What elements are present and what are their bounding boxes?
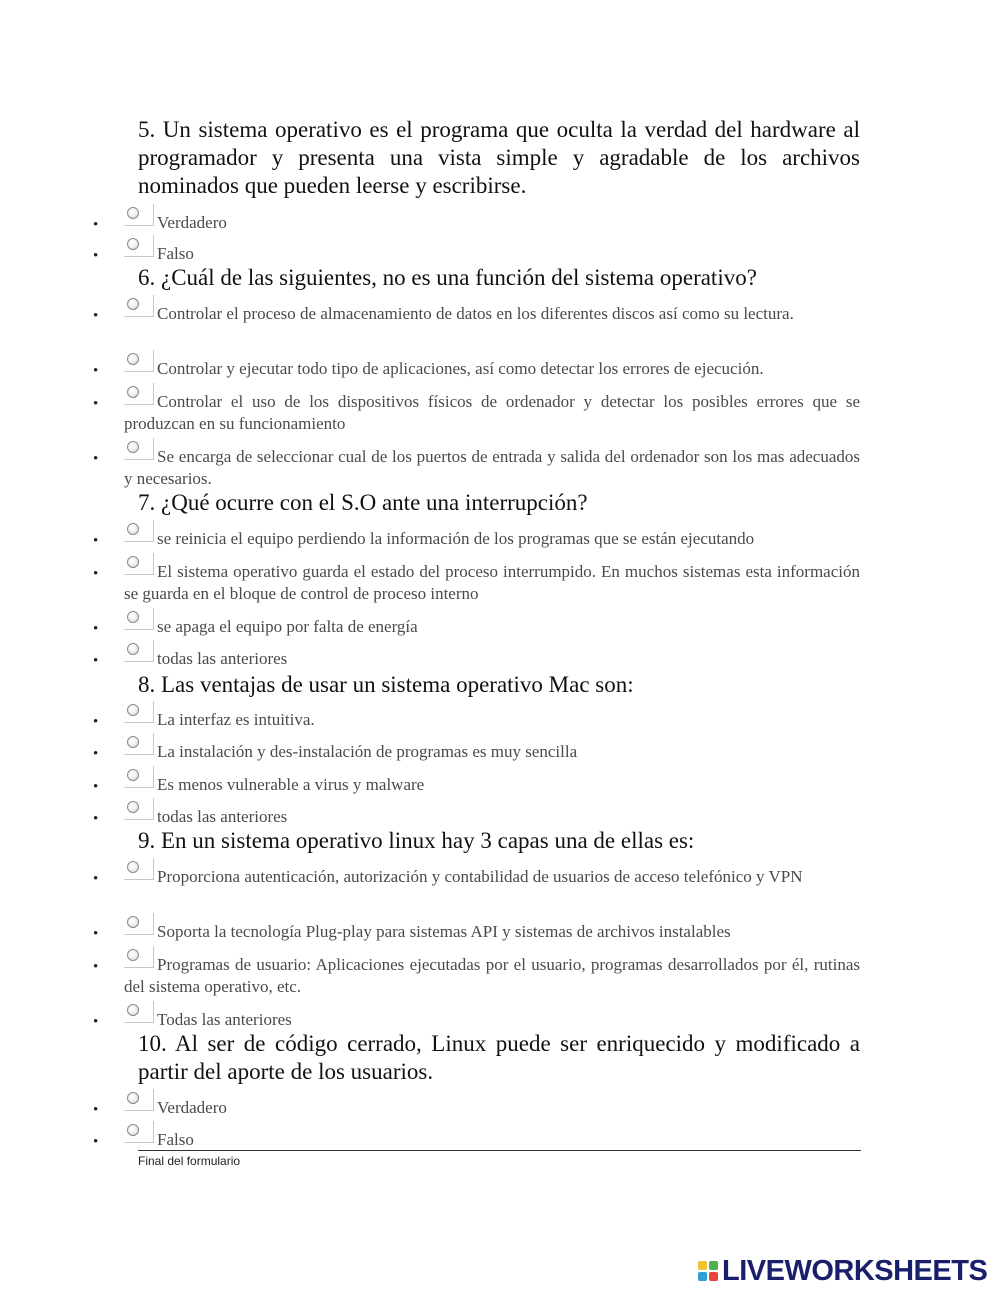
radio-button-icon[interactable] (127, 238, 139, 250)
option-q6-d[interactable] (93, 446, 860, 490)
question-6: 6. ¿Cuál de las siguientes, no es una función del sistema operativo? (138, 265, 757, 290)
bullet-icon: • (93, 363, 99, 379)
option-label: Verdadero (157, 1098, 227, 1117)
radio-frame (124, 858, 154, 880)
liveworksheets-brand (698, 1256, 987, 1286)
bullet-icon: • (93, 217, 99, 233)
bullet-icon: • (93, 396, 99, 412)
radio-button-icon[interactable] (127, 736, 139, 748)
radio-button-icon[interactable] (127, 523, 139, 535)
radio-button-icon[interactable] (127, 207, 139, 219)
option-label: Falso (157, 1130, 194, 1149)
bullet-icon: • (93, 959, 99, 975)
option-q8-c[interactable] (93, 774, 860, 796)
option-q5-b[interactable] (93, 243, 860, 265)
option-q9-a[interactable] (93, 866, 860, 888)
radio-frame (124, 946, 154, 968)
option-q8-d[interactable] (93, 806, 860, 828)
option-label: El sistema operativo guarda el estado del proceso interrumpido. En muchos sistemas esta información se guarda en el bloque de control de proceso interno (124, 562, 860, 603)
option-q7-c[interactable] (93, 616, 860, 638)
option-label: Soporta la tecnología Plug-play para sistemas API y sistemas de archivos instalables (157, 922, 731, 941)
bullet-icon: • (93, 621, 99, 637)
radio-button-icon[interactable] (127, 441, 139, 453)
option-q7-a[interactable] (93, 528, 860, 550)
radio-frame (124, 204, 154, 226)
question-9: 9. En un sistema operativo linux hay 3 capas una de ellas es: (138, 828, 695, 853)
option-label: Programas de usuario: Aplicaciones ejecutadas por el usuario, programas desarrollados por él, rutinas del sistema operativo, etc. (124, 955, 860, 996)
option-q7-d[interactable] (93, 648, 860, 670)
radio-frame (124, 1001, 154, 1023)
radio-button-icon[interactable] (127, 704, 139, 716)
option-q5-a[interactable] (93, 212, 860, 234)
logo-square-green (709, 1261, 718, 1270)
option-label: se reinicia el equipo perdiendo la información de los programas que se están ejecutando (157, 529, 755, 548)
question-5: 5. Un sistema operativo es el programa que oculta la verdad del hardware al programador y presenta una vista simple y agradable de los archivos nominados que pueden leerse y escribirse. (138, 117, 860, 198)
option-q10-b[interactable] (93, 1129, 860, 1151)
radio-frame (124, 235, 154, 257)
bullet-icon: • (93, 871, 99, 887)
brand-name: LIVEWORKSHEETS (722, 1255, 988, 1287)
option-q8-a[interactable] (93, 709, 860, 731)
radio-button-icon[interactable] (127, 298, 139, 310)
radio-button-icon[interactable] (127, 1004, 139, 1016)
radio-frame (124, 553, 154, 575)
radio-button-icon[interactable] (127, 386, 139, 398)
option-label: La interfaz es intuitiva. (157, 710, 315, 729)
bullet-icon: • (93, 746, 99, 762)
option-label: La instalación y des-instalación de programas es muy sencilla (157, 742, 578, 761)
bullet-icon: • (93, 308, 99, 324)
option-q6-a[interactable] (93, 303, 860, 325)
bullet-icon: • (93, 533, 99, 549)
option-label: Se encarga de seleccionar cual de los puertos de entrada y salida del ordenador son los mas adecuados y necesarios. (124, 447, 860, 488)
question-10: 10. Al ser de código cerrado, Linux puede ser enriquecido y modificado a partir del aporte de los usuarios. (138, 1031, 860, 1084)
form-end-label: Final del formulario (138, 1154, 241, 1168)
radio-button-icon[interactable] (127, 916, 139, 928)
logo-square-red (709, 1272, 718, 1281)
radio-button-icon[interactable] (127, 1092, 139, 1104)
bullet-icon: • (93, 926, 99, 942)
option-label: Falso (157, 244, 194, 263)
radio-frame (124, 608, 154, 630)
bullet-icon: • (93, 653, 99, 669)
bullet-icon: • (93, 1014, 99, 1030)
option-label: se apaga el equipo por falta de energía (157, 617, 418, 636)
radio-button-icon[interactable] (127, 611, 139, 623)
question-7: 7. ¿Qué ocurre con el S.O ante una interrupción? (138, 490, 588, 515)
bullet-icon: • (93, 811, 99, 827)
logo-square-yellow (698, 1261, 707, 1270)
option-label: Controlar y ejecutar todo tipo de aplicaciones, así como detectar los errores de ejecución. (157, 359, 764, 378)
radio-button-icon[interactable] (127, 643, 139, 655)
radio-frame (124, 1121, 154, 1143)
bullet-icon: • (93, 451, 99, 467)
option-label: Todas las anteriores (157, 1010, 292, 1029)
bullet-icon: • (93, 1102, 99, 1118)
option-q9-c[interactable] (93, 954, 860, 998)
option-q6-c[interactable] (93, 391, 860, 435)
bullet-icon: • (93, 1134, 99, 1150)
option-label: todas las anteriores (157, 649, 288, 668)
radio-button-icon[interactable] (127, 769, 139, 781)
radio-button-icon[interactable] (127, 949, 139, 961)
bullet-icon: • (93, 779, 99, 795)
option-label: Controlar el proceso de almacenamiento de datos en los diferentes discos así como su lectura. (157, 304, 794, 323)
radio-frame (124, 1089, 154, 1111)
radio-frame (124, 798, 154, 820)
option-q7-b[interactable] (93, 561, 860, 605)
option-q6-b[interactable] (93, 358, 860, 380)
radio-button-icon[interactable] (127, 556, 139, 568)
radio-frame (124, 701, 154, 723)
radio-frame (124, 350, 154, 372)
radio-button-icon[interactable] (127, 353, 139, 365)
radio-frame (124, 520, 154, 542)
option-q9-d[interactable] (93, 1009, 860, 1031)
radio-frame (124, 383, 154, 405)
option-label: Verdadero (157, 213, 227, 232)
bullet-icon: • (93, 248, 99, 264)
liveworksheets-logo-icon (698, 1261, 718, 1281)
option-label: todas las anteriores (157, 807, 288, 826)
radio-frame (124, 295, 154, 317)
radio-button-icon[interactable] (127, 861, 139, 873)
radio-frame (124, 640, 154, 662)
radio-frame (124, 913, 154, 935)
bullet-icon: • (93, 714, 99, 730)
form-end-divider (138, 1150, 861, 1151)
option-q8-b[interactable] (93, 741, 860, 763)
logo-square-blue (698, 1272, 707, 1281)
bullet-icon: • (93, 566, 99, 582)
radio-frame (124, 438, 154, 460)
radio-button-icon[interactable] (127, 1124, 139, 1136)
radio-button-icon[interactable] (127, 801, 139, 813)
radio-frame (124, 766, 154, 788)
option-label: Es menos vulnerable a virus y malware (157, 775, 425, 794)
question-8: 8. Las ventajas de usar un sistema operativo Mac son: (138, 672, 634, 697)
radio-frame (124, 733, 154, 755)
option-label: Controlar el uso de los dispositivos físicos de ordenador y detectar los posibles errores que se produzcan en su funcionamiento (124, 392, 860, 433)
option-q9-b[interactable] (93, 921, 860, 943)
option-q10-a[interactable] (93, 1097, 860, 1119)
option-label: Proporciona autenticación, autorización y contabilidad de usuarios de acceso telefónico y VPN (157, 867, 803, 886)
